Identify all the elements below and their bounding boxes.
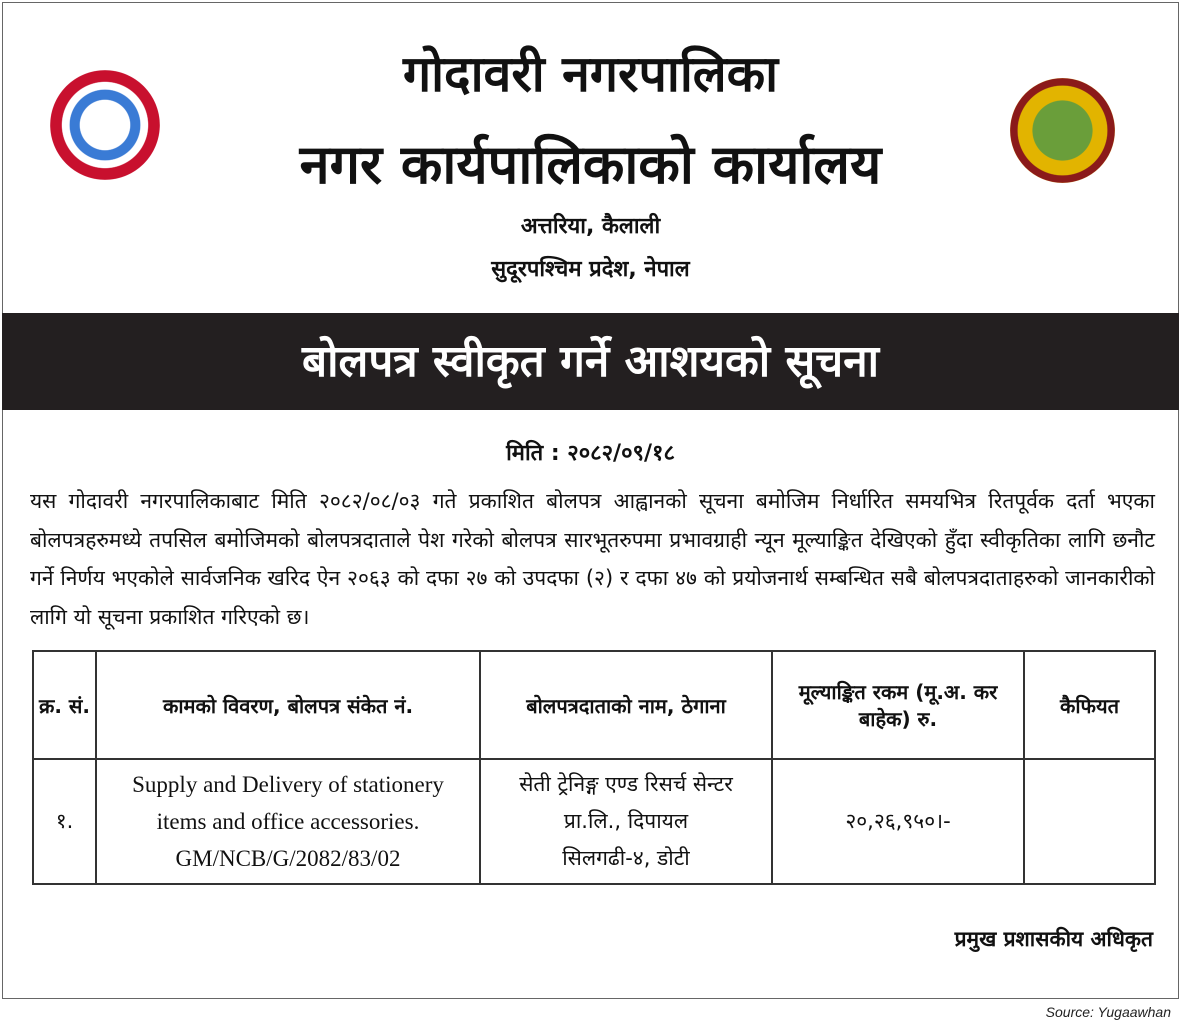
description-line: Supply and Delivery of stationery xyxy=(132,772,444,797)
header-sn: क्र. सं. xyxy=(33,651,96,759)
address-line-2: सुदूरपश्चिम प्रदेश, नेपाल xyxy=(491,257,690,282)
table-header-row xyxy=(33,651,1155,759)
cell-description xyxy=(96,759,480,884)
header-description: कामको विवरण, बोलपत्र संकेत नं. xyxy=(96,651,480,759)
notice-body: यस गोदावरी नगरपालिकाबाट मिति २०८२/०८/०३ गते प्रकाशित बोलपत्र आह्वानको सूचना बमोजिम निर्धारित समयभित्र रितपूर्वक दर्ता भएका बोलपत्रहरुमध्ये तपसिल बमोजिमको बोलपत्रदाताले पेश गरेको बोलपत्र सारभूतरुपमा प्रभावग्राही न्यून मूल्याङ्कित देखिएको हुँदा स्वीकृतिका लागि छनौट गर्ने निर्णय भएकोले सार्वजनिक खरिद ऐन २०६३ को दफा २७ को उपदफा (२) र दफा ४७ को प्रयोजनार्थ सम्बन्धित सबै बोलपत्रदाताहरुको जानकारीको लागि यो सूचना प्रकाशित गरिएको छ। xyxy=(30,489,1155,629)
table-row xyxy=(33,759,1155,884)
cell-remarks xyxy=(1024,759,1155,884)
source-credit: Source: Yugaawhan xyxy=(1045,1004,1171,1020)
municipality-name: गोदावरी नगरपालिका xyxy=(402,45,779,103)
notice-title: बोलपत्र स्वीकृत गर्ने आशयको सूचना xyxy=(2,313,1179,410)
address-line-1: अत्तरिया, कैलाली xyxy=(520,214,661,239)
description-line: items and office accessories. xyxy=(156,809,420,834)
bidder-address: प्रा.लि., दिपायल xyxy=(563,809,689,833)
bidder-name: सेती ट्रेनिङ्ग एण्ड रिसर्च सेन्टर xyxy=(519,772,733,796)
bid-table xyxy=(32,650,1156,885)
signatory: प्रमुख प्रशासकीय अधिकृत xyxy=(954,927,1153,951)
office-name: नगर कार्यपालिकाको कार्यालय xyxy=(299,133,882,196)
header-bidder: बोलपत्रदाताको नाम, ठेगाना xyxy=(480,651,772,759)
header-remarks: कैफियत xyxy=(1024,651,1155,759)
cell-sn: १. xyxy=(33,759,96,884)
bidder-address: सिलगढी-४, डोटी xyxy=(562,846,690,870)
cell-amount: २०,२६,९५०।- xyxy=(772,759,1024,884)
bid-code: GM/NCB/G/2082/83/02 xyxy=(175,846,401,871)
notice-date: मिति : २०८२/०९/१८ xyxy=(506,441,675,466)
header-amount: मूल्याङ्कित रकम (मू.अ. कर बाहेक) रु. xyxy=(772,651,1024,759)
cell-bidder xyxy=(480,759,772,884)
